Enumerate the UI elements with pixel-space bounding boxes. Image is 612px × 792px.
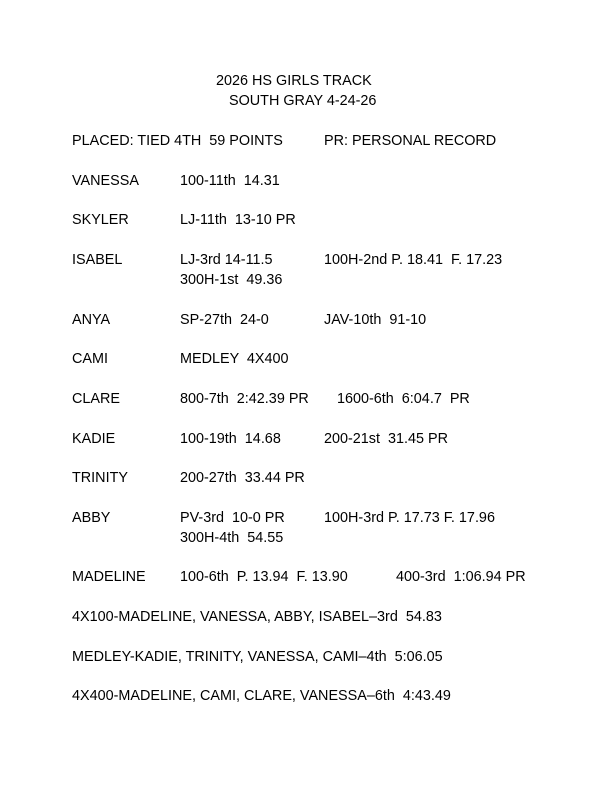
athlete-event: MEDLEY 4X400: [180, 351, 289, 367]
athlete-event: 100H-3rd P. 17.73 F. 17.96: [324, 510, 495, 526]
athlete-name: VANESSA: [72, 173, 139, 189]
athlete-name: ANYA: [72, 312, 111, 328]
athlete-name: ISABEL: [72, 252, 123, 268]
pr-legend: PR: PERSONAL RECORD: [324, 133, 497, 149]
page-title: 2026 HS GIRLS TRACK: [216, 73, 372, 89]
athlete-event: SP-27th 24-0: [180, 312, 269, 328]
athlete-event: 100-6th P. 13.94 F. 13.90: [180, 569, 348, 585]
relay-result: 4X100-MADELINE, VANESSA, ABBY, ISABEL–3rd 54.83: [72, 609, 442, 625]
relay-result: MEDLEY-KADIE, TRINITY, VANESSA, CAMI–4th 5:06.05: [72, 649, 443, 665]
meet-subtitle: SOUTH GRAY 4-24-26: [229, 93, 377, 109]
athlete-event: 300H-1st 49.36: [180, 272, 283, 288]
athlete-name: MADELINE: [72, 569, 146, 585]
athlete-name: ABBY: [72, 510, 111, 526]
athlete-event: 100H-2nd P. 18.41 F. 17.23: [324, 252, 503, 268]
athlete-event: PV-3rd 10-0 PR: [180, 510, 285, 526]
athlete-name: CAMI: [72, 351, 108, 367]
athlete-event: 300H-4th 54.55: [180, 530, 284, 546]
athlete-event: 400-3rd 1:06.94 PR: [396, 569, 526, 585]
athlete-name: KADIE: [72, 431, 116, 447]
athlete-name: TRINITY: [72, 470, 128, 486]
athlete-event: 200-21st 31.45 PR: [324, 431, 448, 447]
athlete-event: LJ-3rd 14-11.5: [180, 252, 273, 268]
athlete-event: JAV-10th 91-10: [324, 312, 427, 328]
athlete-name: SKYLER: [72, 212, 129, 228]
relay-result: 4X400-MADELINE, CAMI, CLARE, VANESSA–6th 4:43.49: [72, 688, 451, 704]
athlete-event: LJ-11th 13-10 PR: [180, 212, 296, 228]
athlete-event: 100-11th 14.31: [180, 173, 280, 189]
athlete-event: 1600-6th 6:04.7 PR: [337, 391, 470, 407]
athlete-event: 100-19th 14.68: [180, 431, 281, 447]
athlete-event: 800-7th 2:42.39 PR: [180, 391, 309, 407]
athlete-event: 200-27th 33.44 PR: [180, 470, 305, 486]
athlete-name: CLARE: [72, 391, 120, 407]
placed-summary: PLACED: TIED 4TH 59 POINTS: [72, 133, 283, 149]
